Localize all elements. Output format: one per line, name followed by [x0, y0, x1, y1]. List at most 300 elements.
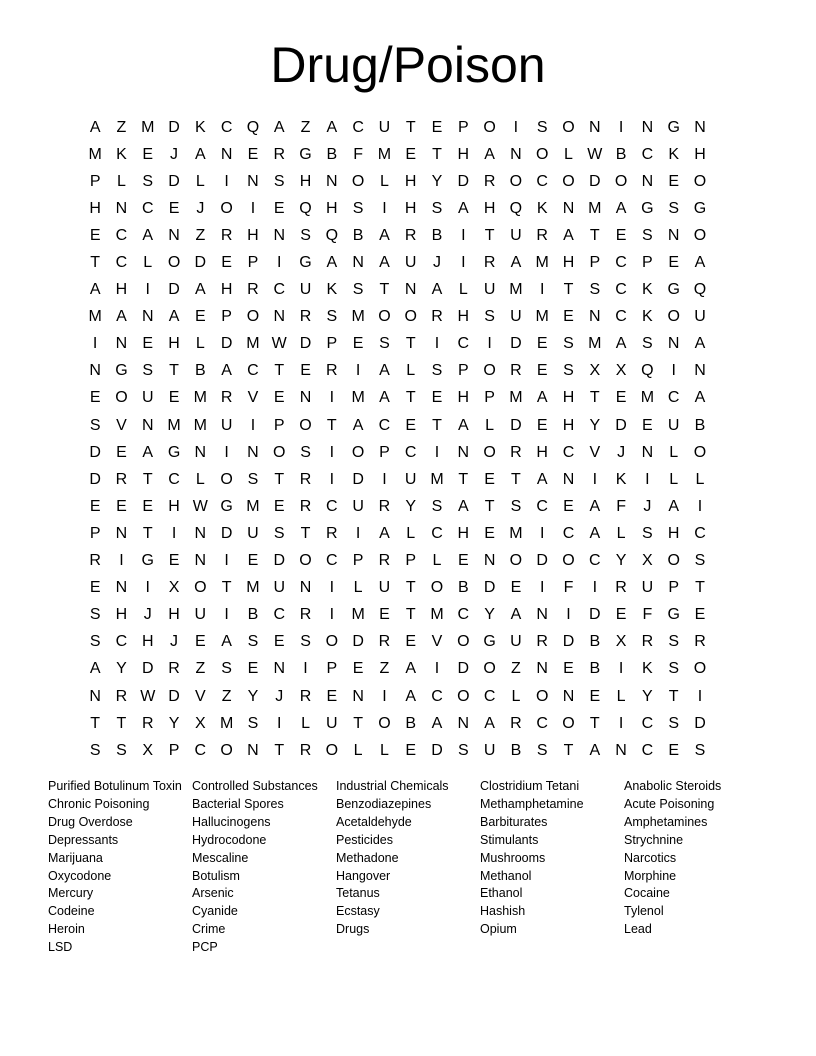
grid-letter: N	[510, 145, 522, 163]
grid-letter: R	[299, 497, 312, 515]
grid-letter: C	[536, 172, 548, 190]
word-list-item: Pesticides	[336, 832, 393, 847]
grid-letter: T	[668, 687, 679, 705]
grid-letter: N	[483, 552, 496, 570]
grid-letter: M	[246, 335, 260, 353]
grid-letter: O	[404, 308, 417, 326]
grid-letter: S	[536, 741, 548, 759]
grid-letter: T	[169, 362, 179, 380]
grid-letter: K	[615, 470, 627, 488]
grid-letter: R	[510, 714, 522, 732]
word-list-item: Methanol	[480, 868, 532, 883]
grid-letter: N	[352, 254, 364, 272]
grid-letter: E	[247, 552, 259, 570]
grid-letter: E	[89, 497, 101, 515]
grid-letter: H	[457, 389, 470, 407]
grid-letter: I	[382, 470, 387, 488]
grid-letter: G	[693, 199, 707, 217]
grid-letter: X	[642, 552, 653, 570]
grid-letter: L	[116, 172, 126, 190]
grid-letter: D	[299, 335, 312, 353]
grid-letter: D	[510, 416, 522, 434]
grid-letter: H	[694, 145, 706, 163]
grid-letter: F	[563, 579, 574, 597]
grid-letter: E	[694, 606, 706, 624]
grid-letter: Y	[642, 687, 653, 705]
grid-letter: Y	[589, 416, 601, 434]
grid-letter: O	[325, 633, 339, 651]
word-list-item: Narcotics	[624, 850, 677, 865]
grid-letter: U	[378, 118, 391, 136]
word-list-column	[624, 778, 768, 957]
grid-letter: M	[167, 416, 181, 434]
grid-letter: C	[615, 281, 627, 299]
grid-letter: N	[641, 443, 654, 461]
grid-letter: E	[642, 416, 653, 434]
grid-letter: S	[563, 362, 574, 380]
grid-letter: I	[487, 335, 492, 353]
grid-letter: P	[484, 389, 495, 407]
grid-letter: I	[329, 443, 335, 461]
word-list-column	[192, 778, 336, 957]
grid-letter: D	[273, 552, 285, 570]
grid-letter: C	[615, 308, 627, 326]
grid-row	[82, 602, 740, 629]
grid-letter: O	[509, 552, 523, 570]
grid-letter: T	[589, 226, 600, 244]
grid-letter: O	[246, 308, 260, 326]
grid-letter: T	[274, 741, 285, 759]
grid-letter: E	[89, 579, 101, 597]
grid-letter: B	[405, 714, 417, 732]
grid-letter: S	[694, 741, 706, 759]
grid-letter: U	[483, 281, 496, 299]
grid-letter: M	[88, 308, 102, 326]
grid-letter: D	[536, 552, 548, 570]
word-list-column	[48, 778, 192, 957]
word-list-item: Ecstasy	[336, 904, 380, 919]
grid-letter: S	[642, 524, 653, 542]
word-list-item: Botulism	[192, 868, 240, 883]
grid-letter: O	[273, 443, 286, 461]
grid-letter: A	[352, 416, 364, 434]
grid-letter: E	[536, 362, 548, 380]
grid-letter: E	[300, 362, 311, 380]
grid-letter: O	[483, 362, 496, 380]
grid-letter: H	[168, 497, 180, 515]
grid-letter: I	[461, 254, 466, 272]
grid-letter: S	[352, 199, 364, 217]
grid-letter: O	[562, 552, 575, 570]
grid-letter: A	[195, 281, 206, 299]
grid-letter: N	[457, 443, 470, 461]
grid-letter: N	[247, 741, 259, 759]
grid-letter: O	[299, 416, 312, 434]
grid-letter: C	[457, 335, 470, 353]
grid-letter: O	[378, 714, 391, 732]
grid-letter: O	[693, 660, 707, 678]
grid-letter: S	[273, 524, 285, 542]
grid-letter: A	[195, 145, 206, 163]
grid-letter: O	[194, 579, 207, 597]
grid-letter: A	[273, 118, 285, 136]
grid-letter: C	[352, 118, 364, 136]
grid-letter: S	[326, 308, 338, 326]
grid-letter: T	[563, 281, 574, 299]
grid-letter: R	[536, 226, 548, 244]
grid-letter: I	[539, 579, 545, 597]
grid-letter: R	[220, 389, 233, 407]
grid-letter: E	[457, 552, 469, 570]
grid-row	[82, 466, 740, 493]
grid-letter: A	[589, 497, 601, 515]
grid-letter: I	[434, 660, 440, 678]
grid-letter: A	[563, 226, 574, 244]
grid-letter: J	[643, 497, 652, 515]
grid-letter: R	[483, 254, 496, 272]
grid-letter: E	[668, 741, 680, 759]
grid-letter: H	[457, 145, 470, 163]
word-list-item: Drug Overdose	[48, 814, 133, 829]
grid-letter: N	[694, 118, 706, 136]
grid-letter: P	[668, 579, 680, 597]
grid-letter: Z	[300, 118, 311, 136]
grid-letter: A	[694, 254, 706, 272]
grid-letter: I	[592, 579, 598, 597]
grid-letter: I	[539, 524, 545, 542]
grid-letter: N	[615, 741, 627, 759]
word-list-item: Bacterial Spores	[192, 796, 284, 811]
grid-letter: S	[379, 335, 390, 353]
grid-letter: A	[457, 497, 469, 515]
word-list-column	[336, 778, 480, 957]
grid-letter: O	[693, 226, 707, 244]
grid-letter: R	[247, 281, 259, 299]
grid-letter: N	[247, 172, 259, 190]
grid-letter: H	[247, 226, 259, 244]
grid-letter: T	[484, 497, 495, 515]
grid-letter: Q	[693, 281, 707, 299]
grid-letter: T	[484, 226, 495, 244]
grid-letter: S	[668, 199, 680, 217]
grid-letter: C	[404, 443, 417, 461]
grid-letter: R	[220, 226, 233, 244]
grid-letter: I	[329, 606, 335, 624]
grid-letter: P	[326, 660, 338, 678]
grid-letter: A	[431, 281, 443, 299]
word-list-item: Anabolic Steroids	[624, 779, 722, 793]
grid-letter: E	[142, 497, 154, 515]
word-list-item: Acute Poisoning	[624, 796, 715, 811]
grid-letter: C	[694, 524, 706, 542]
grid-letter: K	[536, 199, 548, 217]
grid-letter: I	[329, 389, 335, 407]
grid-letter: E	[615, 606, 627, 624]
grid-letter: E	[563, 308, 574, 326]
grid-letter: L	[511, 687, 521, 705]
grid-letter: R	[378, 552, 391, 570]
grid-row	[82, 493, 740, 520]
grid-letter: I	[618, 660, 624, 678]
grid-letter: Z	[116, 118, 127, 136]
grid-letter: N	[589, 118, 601, 136]
grid-letter: P	[247, 254, 259, 272]
grid-letter: T	[405, 389, 416, 407]
grid-letter: A	[615, 335, 627, 353]
grid-letter: S	[300, 226, 311, 244]
grid-letter: G	[299, 145, 312, 163]
grid-letter: O	[509, 172, 523, 190]
grid-letter: L	[616, 687, 626, 705]
grid-letter: A	[379, 362, 390, 380]
grid-letter: J	[617, 443, 626, 461]
grid-letter: H	[562, 416, 575, 434]
grid-letter: A	[379, 524, 390, 542]
grid-letter: N	[194, 524, 207, 542]
word-list-item: Benzodiazepines	[336, 796, 432, 811]
grid-letter: B	[247, 606, 259, 624]
grid-letter: T	[274, 470, 285, 488]
grid-letter: C	[431, 687, 443, 705]
grid-letter: U	[247, 524, 259, 542]
grid-letter: D	[194, 254, 207, 272]
grid-letter: C	[220, 118, 233, 136]
grid-letter: S	[431, 199, 443, 217]
grid-letter: S	[247, 714, 259, 732]
grid-letter: C	[431, 524, 443, 542]
grid-letter: N	[115, 335, 128, 353]
grid-letter: K	[642, 281, 653, 299]
grid-letter: E	[589, 687, 601, 705]
grid-letter: R	[483, 172, 496, 190]
grid-letter: D	[589, 172, 601, 190]
word-list-column	[480, 778, 624, 957]
grid-letter: Y	[116, 660, 127, 678]
grid-letter: X	[589, 362, 601, 380]
grid-letter: T	[432, 416, 442, 434]
grid-letter: I	[329, 579, 335, 597]
grid-letter: E	[168, 199, 180, 217]
grid-letter: P	[405, 552, 417, 570]
grid-letter: E	[379, 606, 390, 624]
word-list-item: Controlled Substances	[192, 779, 318, 793]
word-list-item: Drugs	[336, 922, 370, 937]
grid-letter: S	[668, 660, 680, 678]
grid-letter: M	[377, 145, 392, 163]
grid-letter: R	[378, 497, 391, 515]
grid-letter: C	[273, 281, 285, 299]
grid-row	[82, 331, 740, 358]
grid-letter: N	[273, 660, 285, 678]
word-list-item: Hangover	[336, 868, 391, 883]
grid-letter: H	[562, 389, 575, 407]
grid-letter: Z	[379, 660, 390, 678]
grid-letter: O	[351, 172, 365, 190]
grid-letter: I	[434, 443, 440, 461]
grid-letter: M	[193, 389, 207, 407]
grid-letter: I	[382, 687, 387, 705]
grid-row	[82, 168, 740, 195]
word-list-item: Barbiturates	[480, 814, 548, 829]
grid-letter: L	[616, 524, 626, 542]
grid-letter: O	[562, 118, 575, 136]
grid-letter: K	[116, 145, 127, 163]
grid-letter: T	[379, 281, 390, 299]
grid-letter: J	[170, 633, 179, 651]
grid-letter: O	[299, 552, 312, 570]
grid-letter: M	[588, 199, 602, 217]
grid-letter: M	[193, 416, 207, 434]
grid-letter: Z	[221, 687, 232, 705]
grid-letter: D	[510, 335, 522, 353]
grid-letter: E	[352, 335, 364, 353]
grid-letter: A	[168, 308, 180, 326]
grid-letter: C	[562, 443, 575, 461]
grid-letter: L	[564, 145, 573, 163]
grid-letter: M	[246, 497, 260, 515]
grid-letter: U	[641, 579, 654, 597]
grid-letter: L	[353, 741, 363, 759]
grid-letter: H	[168, 335, 180, 353]
grid-letter: O	[220, 741, 233, 759]
grid-letter: K	[195, 118, 206, 136]
grid-letter: O	[562, 714, 575, 732]
grid-letter: D	[483, 579, 496, 597]
grid-letter: I	[171, 524, 177, 542]
grid-letter: U	[510, 633, 522, 651]
grid-letter: U	[510, 226, 522, 244]
grid-letter: O	[693, 443, 707, 461]
grid-letter: C	[536, 497, 548, 515]
grid-letter: B	[195, 362, 206, 380]
grid-letter: E	[484, 524, 495, 542]
grid-letter: R	[378, 633, 391, 651]
grid-letter: H	[141, 633, 154, 651]
grid-letter: M	[535, 254, 549, 272]
grid-letter: A	[589, 741, 601, 759]
word-list-item: Methadone	[336, 850, 399, 865]
grid-letter: A	[142, 226, 154, 244]
grid-letter: A	[510, 254, 522, 272]
word-list-item: Stimulants	[480, 832, 539, 847]
word-list-item: Strychnine	[624, 832, 684, 847]
grid-letter: L	[379, 741, 389, 759]
grid-letter: I	[566, 606, 571, 624]
grid-letter: E	[615, 389, 627, 407]
word-list-item: Hashish	[480, 904, 526, 919]
grid-letter: D	[615, 416, 627, 434]
grid-letter: Y	[431, 172, 443, 190]
grid-letter: R	[299, 308, 312, 326]
grid-letter: A	[326, 254, 338, 272]
grid-letter: R	[431, 308, 443, 326]
grid-letter: L	[195, 172, 205, 190]
grid-letter: S	[431, 497, 443, 515]
word-list-item: Hydrocodone	[192, 832, 267, 847]
grid-letter: C	[115, 226, 128, 244]
grid-letter: H	[483, 199, 496, 217]
grid-letter: N	[562, 470, 575, 488]
grid-row	[82, 385, 740, 412]
grid-letter: S	[642, 335, 653, 353]
grid-letter: U	[220, 416, 233, 434]
grid-letter: M	[430, 606, 444, 624]
grid-letter: N	[194, 552, 207, 570]
grid-letter: M	[509, 524, 523, 542]
grid-letter: C	[641, 741, 654, 759]
grid-letter: O	[430, 579, 444, 597]
grid-letter: D	[220, 335, 233, 353]
grid-letter: R	[404, 226, 417, 244]
grid-letter: I	[92, 335, 98, 353]
grid-row	[82, 222, 740, 249]
grid-row	[82, 114, 740, 141]
grid-letter: A	[510, 606, 522, 624]
grid-letter: E	[142, 335, 154, 353]
grid-row	[82, 737, 740, 764]
grid-letter: M	[351, 389, 365, 407]
grid-letter: N	[589, 308, 601, 326]
grid-letter: D	[168, 281, 180, 299]
grid-letter: N	[299, 389, 312, 407]
grid-letter: H	[457, 308, 470, 326]
grid-letter: I	[277, 714, 282, 732]
grid-letter: A	[668, 497, 680, 515]
grid-letter: Y	[405, 497, 417, 515]
grid-letter: S	[563, 335, 574, 353]
grid-letter: E	[326, 687, 338, 705]
grid-letter: R	[168, 660, 180, 678]
grid-letter: L	[195, 470, 205, 488]
grid-letter: D	[89, 470, 101, 488]
grid-letter: O	[535, 145, 549, 163]
grid-letter: R	[326, 362, 338, 380]
grid-row	[82, 195, 740, 222]
grid-letter: U	[141, 389, 154, 407]
grid-letter: R	[615, 579, 627, 597]
word-list-item: Codeine	[48, 904, 95, 919]
grid-letter: L	[406, 362, 416, 380]
grid-letter: K	[326, 281, 338, 299]
word-search-grid	[82, 114, 740, 764]
grid-letter: P	[642, 254, 653, 272]
grid-letter: T	[90, 254, 101, 272]
grid-letter: E	[484, 470, 495, 488]
grid-letter: S	[116, 741, 127, 759]
word-list-item: Marijuana	[48, 850, 103, 865]
grid-letter: T	[695, 579, 705, 597]
grid-letter: T	[458, 470, 469, 488]
grid-letter: V	[247, 389, 259, 407]
grid-letter: L	[458, 281, 468, 299]
grid-letter: F	[616, 497, 626, 515]
grid-letter: R	[141, 714, 154, 732]
grid-letter: N	[404, 281, 417, 299]
grid-letter: P	[221, 308, 232, 326]
grid-letter: I	[224, 172, 229, 190]
word-list-item: Morphine	[624, 868, 677, 883]
grid-letter: A	[326, 118, 338, 136]
grid-letter: R	[299, 606, 312, 624]
grid-letter: H	[404, 172, 417, 190]
grid-letter: I	[645, 470, 650, 488]
grid-letter: U	[378, 579, 391, 597]
grid-letter: H	[404, 199, 417, 217]
grid-letter: M	[509, 281, 523, 299]
grid-letter: Z	[511, 660, 521, 678]
grid-letter: J	[143, 606, 152, 624]
grid-row	[82, 277, 740, 304]
